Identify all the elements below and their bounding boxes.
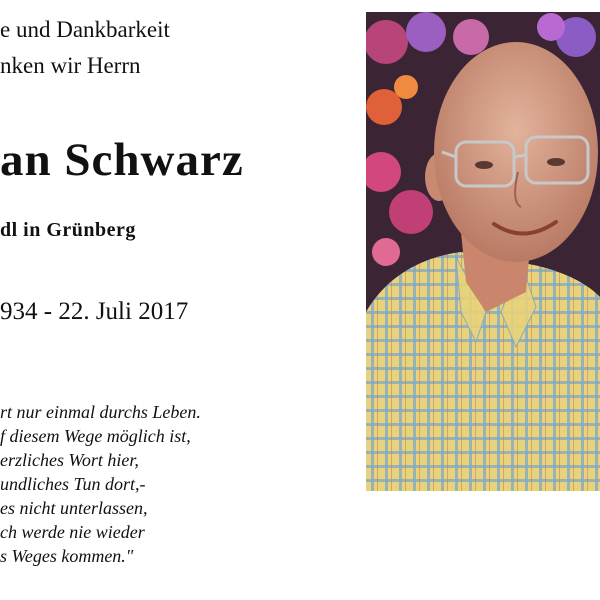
origin-line: dl in Grünberg [0,219,136,241]
life-dates: 934 - 22. Juli 2017 [0,298,189,325]
intro-line-2: nken wir Herrn [0,53,141,78]
verse-line-5: es nicht unterlassen, [0,498,148,518]
verse-line-4: undliches Tun dort,- [0,474,146,494]
verse-line-6: ch werde nie wieder [0,522,145,542]
verse-line-7: s Weges kommen." [0,546,134,566]
portrait-photo-icon [366,12,600,491]
verse-line-3: erzliches Wort hier, [0,450,139,470]
intro-line-1: e und Dankbarkeit [0,17,170,42]
verse-line-1: rt nur einmal durchs Leben. [0,402,201,422]
deceased-name: an Schwarz [0,134,244,186]
portrait-photo [366,12,600,491]
verse-line-2: f diesem Wege möglich ist, [0,426,191,446]
